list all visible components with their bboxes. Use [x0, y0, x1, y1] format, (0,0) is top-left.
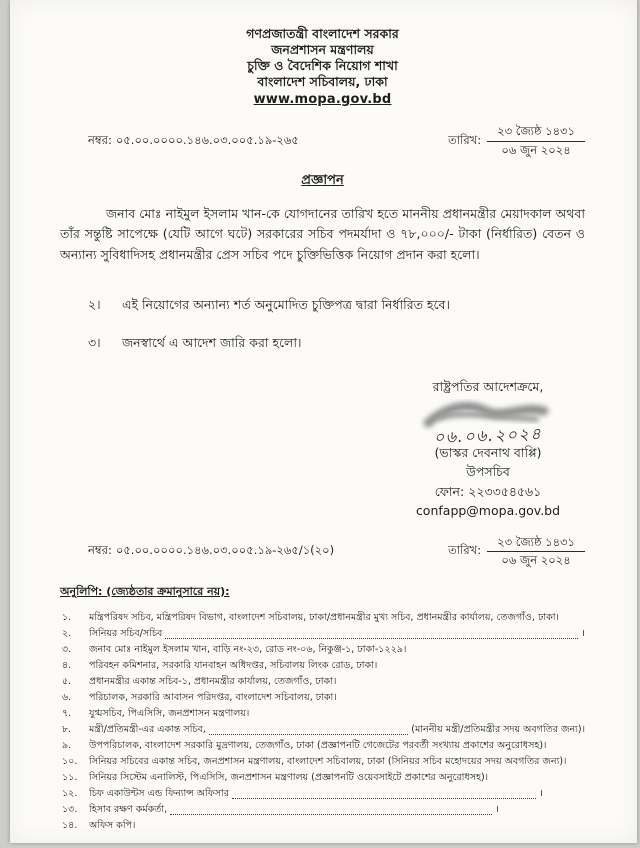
- copy-item-suffix: ।: [539, 787, 543, 799]
- memo-number-2-label: নম্বর:: [88, 543, 112, 558]
- signature-row: [60, 379, 585, 519]
- copy-item-suffix: ।: [581, 627, 585, 639]
- dotted-leader: [209, 734, 408, 735]
- copy-item-5: [60, 674, 585, 690]
- signatory-name: (ভাস্কর দেবনাথ বাপ্পি): [434, 444, 542, 460]
- branch-name: চুক্তি ও বৈদেশিক নিয়োগ শাখা: [247, 58, 398, 73]
- date-block-1: [448, 124, 585, 158]
- copy-item-number: ২.: [62, 627, 72, 639]
- date-fraction: [487, 124, 585, 158]
- copy-item-text: যুগ্মসচিব, পিএসিসি, জনপ্রশাসন মন্ত্রণালয়।: [89, 707, 250, 719]
- clause-2-text: এই নিয়োগের অন্যান্য শর্ত অনুমোদিত চুক্তিপত্র দ্বারা নির্ধারিত হবে।: [122, 296, 450, 312]
- signatory-designation: উপসচিব: [466, 463, 510, 479]
- page-content: [10, 0, 637, 834]
- memo-number-2-value: ০৫.০০.০০০০.১৪৬.০৩.০০৫.১৯-২৬৫/১(২০): [115, 543, 335, 558]
- copy-item-text: অফিস কপি।: [89, 819, 136, 831]
- copy-item-number: ৬.: [62, 691, 72, 703]
- date-gregorian-2: ০৬ জুন ২০২৪: [501, 553, 571, 568]
- document-page: [10, 0, 637, 843]
- copy-item-number: ৭.: [62, 707, 72, 719]
- date-fraction-2: [487, 535, 585, 569]
- government-name: গণপ্রজাতন্ত্রী বাংলাদেশ সরকার: [246, 26, 399, 41]
- dotted-leader: [170, 814, 492, 815]
- secretariat-line: বাংলাদেশ সচিবালয়, ঢাকা: [257, 74, 388, 89]
- memo-row-2: [60, 535, 585, 569]
- clause-3: [60, 335, 585, 355]
- copy-item-text: সিনিয়র সিস্টেম এনালিস্ট, পিএসিসি, জনপ্রশাসন মন্ত্রণালয় (প্রজ্ঞাপনটি ওয়েবসাইটে প্রকাশের অনুরোধসহ)।: [89, 771, 489, 783]
- website-url: www.mopa.gov.bd: [253, 92, 392, 107]
- copy-item-text: চিফ একাউন্টস এন্ড ফিন্যান্স অফিসার: [89, 787, 229, 799]
- letterhead: [60, 26, 585, 108]
- copy-item-4: [60, 658, 585, 674]
- signatory-email: confapp@mopa.gov.bd: [415, 502, 561, 518]
- signatory-phone: ফোন: ২২৩৩৫৪৫৬১: [434, 483, 542, 499]
- copy-item-text: পরিচালক, সরকারি আবাসন পরিদপ্তর, বাংলাদেশ সচিবালয়, ঢাকা।: [89, 691, 337, 703]
- date-label-2: তারিখ:: [448, 543, 482, 558]
- copy-item-9: [60, 738, 585, 754]
- copy-item-suffix: ।: [495, 803, 499, 815]
- copy-item-13: [60, 802, 585, 818]
- dotted-leader: [165, 638, 578, 639]
- copy-item-number: ১৩.: [62, 803, 78, 815]
- by-order-text: রাষ্ট্রপতির আদেশক্রমে,: [432, 378, 544, 394]
- clause-3-text: জনস্বার্থে এ আদেশ জারি করা হলো।: [122, 334, 302, 350]
- copy-item-number: ৫.: [62, 675, 72, 687]
- copy-item-text: উপপরিচালক, বাংলাদেশ সরকারি মুদ্রণালয়, তেজগাঁও, ঢাকা (প্রজ্ঞাপনটি গেজেটের পরবর্তী সংখ্যায় প্রকাশের অনুরোধসহ)।: [89, 739, 547, 751]
- memo-number-2: [60, 542, 334, 561]
- copy-item-text: সিনিয়র সচিবের একান্ত সচিব, জনপ্রশাসন মন্ত্রণালয়, বাংলাদেশ সচিবালয়, ঢাকা (সিনিয়র সচিব মহোদয়ের সদয় অবগতির জন্য)।: [89, 755, 567, 767]
- copy-item-number: ১০.: [62, 755, 78, 767]
- copy-item-number: ৯.: [62, 739, 72, 751]
- copy-item-number: ১১.: [62, 771, 78, 783]
- memo-number-value: ০৫.০০.০০০০.১৪৬.০৩.০০৫.১৯-২৬৫: [115, 132, 299, 147]
- date-gregorian: ০৬ জুন ২০২৪: [501, 142, 571, 157]
- clause-2: [60, 297, 585, 317]
- copy-item-3: [60, 642, 585, 658]
- copy-item-number: ১৪.: [62, 819, 78, 831]
- copy-item-number: ১২.: [62, 787, 78, 799]
- copy-item-text: মন্ত্রিপরিষদ সচিব, মন্ত্রিপরিষদ বিভাগ, বাংলাদেশ সচিবালয়, ঢাকা/প্রধানমন্ত্রীর মুখ্য সচিব, প্রধানমন্ত্রীর কার্যালয়, তেজগাঁও, ঢাকা।: [89, 611, 559, 623]
- copy-item-10: [60, 754, 585, 770]
- copy-item-text: সিনিয়র সচিব/সচিব: [89, 627, 163, 639]
- copy-item-11: [60, 770, 585, 786]
- copy-item-12: [60, 786, 585, 802]
- copy-item-number: ৮.: [62, 723, 72, 735]
- copy-item-number: ১.: [62, 611, 72, 623]
- copy-item-6: [60, 690, 585, 706]
- copy-item-text: পরিবহন কমিশনার, সরকারি যানবাহন অধিদপ্তর, সচিবালয় লিংক রোড, ঢাকা।: [89, 659, 378, 671]
- page-title: প্রজ্ঞাপন: [301, 173, 344, 189]
- memo-number-1: [60, 132, 299, 151]
- signature-block: [383, 379, 593, 519]
- clause-2-number: ২।: [88, 296, 101, 312]
- copy-item-number: ৩.: [62, 643, 72, 655]
- dotted-leader: [232, 798, 536, 799]
- memo-number-label: নম্বর:: [88, 132, 112, 147]
- copy-item-14: [60, 818, 585, 834]
- clause-3-number: ৩।: [88, 334, 101, 350]
- memo-row-1: [60, 124, 585, 158]
- main-paragraph: জনাব মোঃ নাইমুল ইসলাম খান-কে যোগদানের তারিখ হতে মাননীয় প্রধানমন্ত্রীর মেয়াদকাল অথবা তাঁর সন্তুষ্টি সাপেক্ষে (যেটি আগে ঘটে) সরকারের সচিব পদমর্যাদা ও ৭৮,০০০/- টাকা (নির্ধারিত) বেতন ও অন্যান্য সুবিধাদিসহ প্রধানমন্ত্রীর প্রেস সচিব পদে চুক্তিভিত্তিক নিয়োগ প্রদান করা হলো।: [60, 206, 585, 262]
- copy-item-suffix: (মাননীয় মন্ত্রী/প্রতিমন্ত্রীর সদয় অবগতির জন্য)।: [411, 723, 585, 735]
- copies-heading: অনুলিপি: (জ্যেষ্ঠতার ক্রমানুসারে নয়):: [60, 584, 230, 598]
- copy-item-number: ৪.: [62, 659, 72, 671]
- copy-item-1: [60, 610, 585, 626]
- date-block-2: [448, 535, 585, 569]
- ministry-name: জনপ্রশাসন মন্ত্রণালয়: [271, 42, 374, 57]
- copy-item-text: প্রধানমন্ত্রীর একান্ত সচিব-১, প্রধানমন্ত্রীর কার্যালয়, তেজগাঁও, ঢাকা।: [89, 675, 337, 687]
- copy-item-text: মন্ত্রী/প্রতিমন্ত্রী-এর একান্ত সচিব,: [89, 723, 206, 735]
- copies-list: [60, 610, 585, 834]
- copy-item-2: [60, 626, 585, 642]
- date-bangla-2: ২৩ জ্যৈষ্ঠ ১৪৩১: [487, 535, 585, 553]
- handwritten-date: ০৬.০৬.২০২৪: [433, 423, 543, 447]
- copy-item-text: জনাব মোঃ নাইমুল ইসলাম খান, বাড়ি নং-২৩, রোড নং-০৬, নিকুঞ্জ-১, ঢাকা-১২২৯।: [89, 643, 407, 655]
- date-bangla: ২৩ জ্যৈষ্ঠ ১৪৩১: [487, 124, 585, 142]
- copy-item-8: [60, 722, 585, 738]
- copy-item-text: হিসাব রক্ষণ কর্মকর্তা,: [89, 803, 168, 815]
- date-label: তারিখ:: [448, 132, 482, 147]
- copy-item-7: [60, 706, 585, 722]
